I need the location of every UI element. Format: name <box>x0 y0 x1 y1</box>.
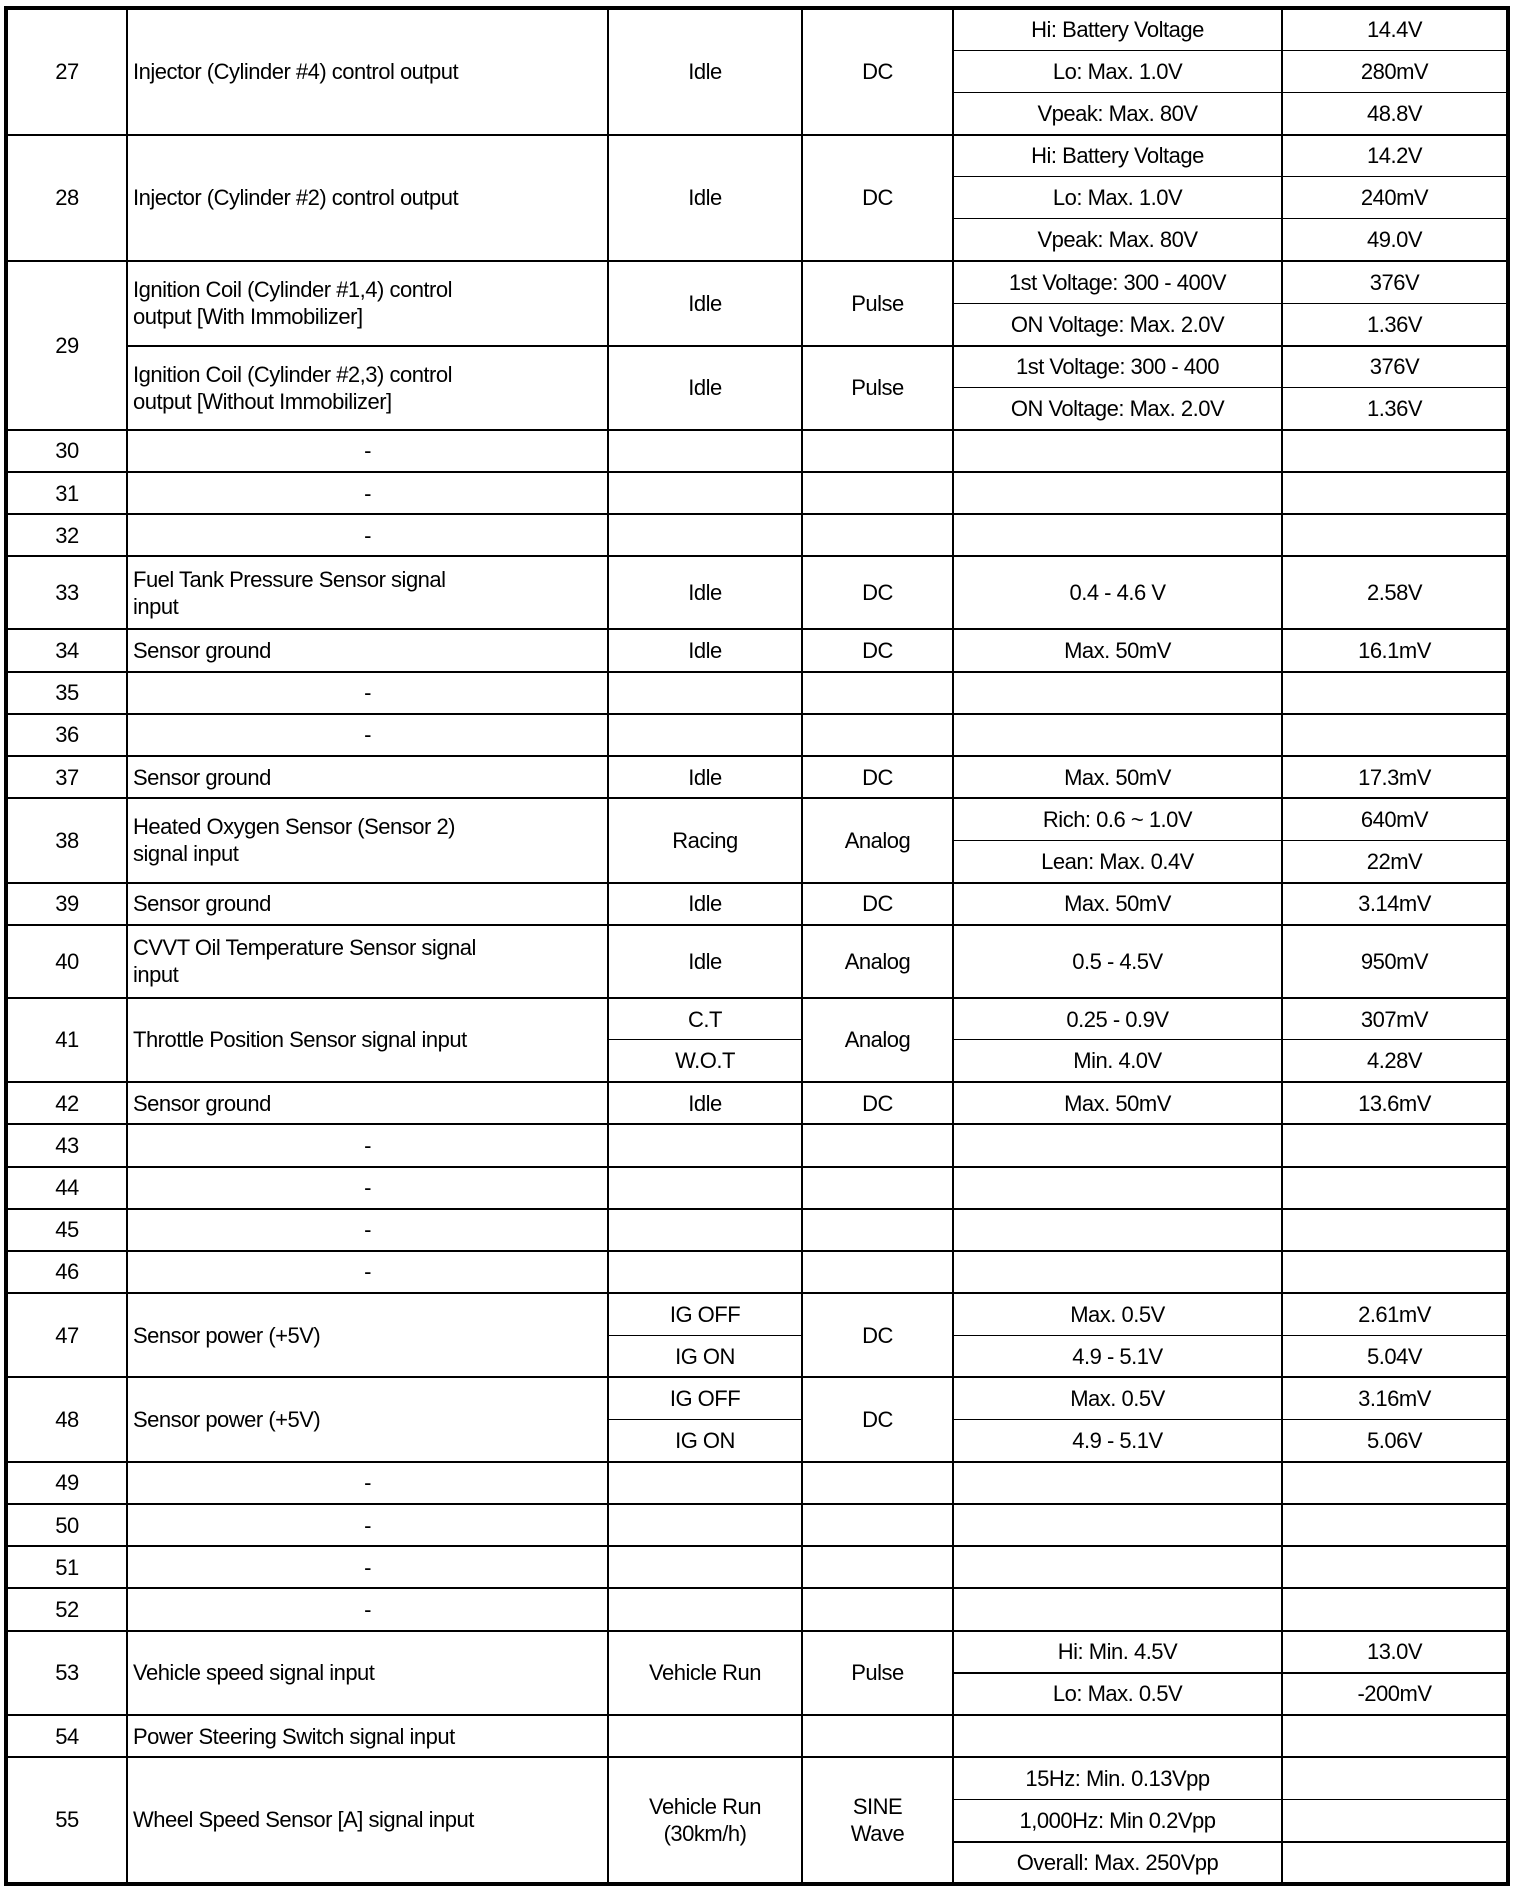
pin-cell: 44 <box>6 1167 127 1209</box>
condition-cell: Idle <box>608 756 802 798</box>
description-cell <box>127 261 608 345</box>
description-cell: - <box>127 430 608 472</box>
value-cell <box>1282 714 1508 756</box>
value-cell <box>1282 1715 1508 1757</box>
condition-cell: Idle <box>608 135 802 262</box>
table-row <box>6 883 1508 925</box>
description-cell: Sensor ground <box>127 756 608 798</box>
condition-line: Vehicle Run <box>649 1793 761 1819</box>
condition-cell: IG OFF <box>608 1377 802 1419</box>
value-cell <box>1282 430 1508 472</box>
condition-cell: Idle <box>608 629 802 671</box>
table-row <box>6 556 1508 629</box>
pin-cell: 41 <box>6 998 127 1082</box>
spec-cell <box>953 514 1282 556</box>
description-cell <box>127 798 608 882</box>
value-cell: 376V <box>1282 346 1508 388</box>
pin-cell: 30 <box>6 430 127 472</box>
type-cell <box>802 1251 953 1293</box>
pin-cell: 33 <box>6 556 127 629</box>
condition-cell: Idle <box>608 261 802 345</box>
table-row <box>6 672 1508 714</box>
table-row <box>6 514 1508 556</box>
spec-cell <box>953 1462 1282 1504</box>
spec-cell <box>953 1504 1282 1546</box>
description-cell: Injector (Cylinder #2) control output <box>127 135 608 262</box>
value-cell: 49.0V <box>1282 219 1508 261</box>
type-cell <box>802 1462 953 1504</box>
table-row <box>6 1715 1508 1757</box>
pin-cell: 28 <box>6 135 127 262</box>
description-line: Ignition Coil (Cylinder #1,4) control <box>133 277 452 303</box>
spec-cell: ON Voltage: Max. 2.0V <box>953 388 1282 430</box>
description-cell: Sensor ground <box>127 629 608 671</box>
description-cell: - <box>127 1546 608 1588</box>
condition-cell: W.O.T <box>608 1040 802 1082</box>
spec-cell <box>953 672 1282 714</box>
spec-cell: Lo: Max. 1.0V <box>953 177 1282 219</box>
spec-cell <box>953 714 1282 756</box>
spec-cell: 0.5 - 4.5V <box>953 925 1282 998</box>
description-cell: - <box>127 472 608 514</box>
condition-cell: Idle <box>608 8 802 135</box>
value-cell: 2.61mV <box>1282 1293 1508 1335</box>
type-cell <box>802 472 953 514</box>
pin-cell: 50 <box>6 1504 127 1546</box>
description-cell <box>127 346 608 430</box>
description-line: signal input <box>133 841 239 867</box>
table-row <box>6 1124 1508 1166</box>
pin-cell: 46 <box>6 1251 127 1293</box>
type-cell: DC <box>802 1082 953 1124</box>
spec-cell: Hi: Battery Voltage <box>953 135 1282 177</box>
condition-cell <box>608 1167 802 1209</box>
value-cell: 14.4V <box>1282 8 1508 50</box>
spec-cell: Hi: Min. 4.5V <box>953 1631 1282 1673</box>
table-row <box>6 1293 1508 1335</box>
condition-cell: IG OFF <box>608 1293 802 1335</box>
description-cell: - <box>127 1588 608 1630</box>
description-cell: - <box>127 1251 608 1293</box>
value-cell: 240mV <box>1282 177 1508 219</box>
table-row <box>6 8 1508 50</box>
spec-cell <box>953 1209 1282 1251</box>
value-cell <box>1282 1842 1508 1884</box>
value-cell: 640mV <box>1282 798 1508 840</box>
spec-cell: ON Voltage: Max. 2.0V <box>953 303 1282 345</box>
type-cell <box>802 672 953 714</box>
spec-cell: Max. 0.5V <box>953 1377 1282 1419</box>
type-cell: DC <box>802 1377 953 1461</box>
description-cell: Sensor power (+5V) <box>127 1377 608 1461</box>
type-cell: DC <box>802 756 953 798</box>
condition-cell: Idle <box>608 1082 802 1124</box>
condition-cell <box>608 1715 802 1757</box>
pin-cell: 42 <box>6 1082 127 1124</box>
condition-cell: Racing <box>608 798 802 882</box>
table-row <box>6 1251 1508 1293</box>
value-cell <box>1282 1167 1508 1209</box>
table-row <box>6 1167 1508 1209</box>
description-cell: - <box>127 672 608 714</box>
description-cell <box>127 556 608 629</box>
condition-cell <box>608 1757 802 1884</box>
table-row <box>6 1209 1508 1251</box>
pin-cell: 52 <box>6 1588 127 1630</box>
table-row <box>6 1546 1508 1588</box>
table-row <box>6 1631 1508 1673</box>
spec-cell <box>953 1124 1282 1166</box>
spec-cell: 1st Voltage: 300 - 400V <box>953 261 1282 303</box>
condition-cell: Vehicle Run <box>608 1631 802 1715</box>
description-line: Fuel Tank Pressure Sensor signal <box>133 566 446 592</box>
spec-cell: Max. 50mV <box>953 756 1282 798</box>
condition-cell <box>608 514 802 556</box>
value-cell: 48.8V <box>1282 92 1508 134</box>
spec-cell <box>953 1715 1282 1757</box>
spec-cell: Lean: Max. 0.4V <box>953 840 1282 882</box>
pin-cell: 36 <box>6 714 127 756</box>
type-cell: DC <box>802 629 953 671</box>
value-cell: 13.0V <box>1282 1631 1508 1673</box>
type-cell: DC <box>802 556 953 629</box>
spec-cell: Max. 50mV <box>953 1082 1282 1124</box>
condition-cell <box>608 1504 802 1546</box>
description-cell: - <box>127 514 608 556</box>
type-cell <box>802 1546 953 1588</box>
description-cell: Power Steering Switch signal input <box>127 1715 608 1757</box>
type-cell: DC <box>802 8 953 135</box>
type-line: SINE <box>852 1793 903 1819</box>
spec-cell: Hi: Battery Voltage <box>953 8 1282 50</box>
spec-cell <box>953 430 1282 472</box>
value-cell: 13.6mV <box>1282 1082 1508 1124</box>
spec-cell: 1,000Hz: Min 0.2Vpp <box>953 1799 1282 1841</box>
value-cell <box>1282 472 1508 514</box>
spec-cell: Vpeak: Max. 80V <box>953 92 1282 134</box>
condition-cell: Idle <box>608 883 802 925</box>
pin-cell: 35 <box>6 672 127 714</box>
spec-cell <box>953 1546 1282 1588</box>
spec-cell: Vpeak: Max. 80V <box>953 219 1282 261</box>
description-cell: - <box>127 1167 608 1209</box>
type-cell: Analog <box>802 925 953 998</box>
type-cell: Pulse <box>802 1631 953 1715</box>
spec-cell: Overall: Max. 250Vpp <box>953 1842 1282 1884</box>
type-cell: DC <box>802 135 953 262</box>
pin-cell: 27 <box>6 8 127 135</box>
condition-cell <box>608 472 802 514</box>
condition-cell: IG ON <box>608 1420 802 1462</box>
pin-cell: 39 <box>6 883 127 925</box>
table-row <box>6 135 1508 177</box>
type-cell: Pulse <box>802 261 953 345</box>
value-cell: 1.36V <box>1282 388 1508 430</box>
description-cell <box>127 925 608 998</box>
table-row <box>6 1377 1508 1419</box>
type-cell <box>802 1209 953 1251</box>
spec-cell: Lo: Max. 1.0V <box>953 50 1282 92</box>
spec-cell: Max. 50mV <box>953 883 1282 925</box>
table-row <box>6 714 1508 756</box>
description-cell: Sensor ground <box>127 1082 608 1124</box>
type-cell: DC <box>802 883 953 925</box>
pin-cell: 45 <box>6 1209 127 1251</box>
table-row <box>6 430 1508 472</box>
pin-cell: 53 <box>6 1631 127 1715</box>
spec-cell: Lo: Max. 0.5V <box>953 1673 1282 1715</box>
spec-cell: 0.25 - 0.9V <box>953 998 1282 1040</box>
type-cell <box>802 1124 953 1166</box>
value-cell <box>1282 1757 1508 1799</box>
condition-cell <box>608 1462 802 1504</box>
spec-cell: Min. 4.0V <box>953 1040 1282 1082</box>
condition-cell <box>608 1546 802 1588</box>
value-cell: 16.1mV <box>1282 629 1508 671</box>
ecm-terminal-table <box>4 6 1510 1886</box>
pin-cell: 48 <box>6 1377 127 1461</box>
condition-cell <box>608 1588 802 1630</box>
value-cell: 5.04V <box>1282 1335 1508 1377</box>
condition-cell <box>608 672 802 714</box>
type-line: Wave <box>850 1820 905 1846</box>
description-cell: Sensor power (+5V) <box>127 1293 608 1377</box>
value-cell: 22mV <box>1282 840 1508 882</box>
description-cell: Vehicle speed signal input <box>127 1631 608 1715</box>
spec-cell: 4.9 - 5.1V <box>953 1420 1282 1462</box>
spec-cell: Max. 50mV <box>953 629 1282 671</box>
description-cell: Throttle Position Sensor signal input <box>127 998 608 1082</box>
spec-cell: 15Hz: Min. 0.13Vpp <box>953 1757 1282 1799</box>
value-cell <box>1282 1124 1508 1166</box>
spec-cell: Max. 0.5V <box>953 1293 1282 1335</box>
value-cell <box>1282 672 1508 714</box>
pin-cell: 37 <box>6 756 127 798</box>
type-cell <box>802 714 953 756</box>
table-subrow <box>6 346 1508 388</box>
description-line: Ignition Coil (Cylinder #2,3) control <box>133 361 452 387</box>
condition-cell: IG ON <box>608 1335 802 1377</box>
table-row <box>6 1462 1508 1504</box>
description-cell: - <box>127 1462 608 1504</box>
pin-cell: 31 <box>6 472 127 514</box>
table-row <box>6 472 1508 514</box>
spec-cell <box>953 1167 1282 1209</box>
value-cell: 950mV <box>1282 925 1508 998</box>
table-row <box>6 629 1508 671</box>
value-cell: 3.14mV <box>1282 883 1508 925</box>
pin-cell: 54 <box>6 1715 127 1757</box>
spec-cell: 0.4 - 4.6 V <box>953 556 1282 629</box>
table-row <box>6 1757 1508 1799</box>
value-cell <box>1282 1209 1508 1251</box>
pin-cell: 38 <box>6 798 127 882</box>
type-cell: Pulse <box>802 346 953 430</box>
type-cell <box>802 1167 953 1209</box>
condition-cell <box>608 1124 802 1166</box>
value-cell <box>1282 1462 1508 1504</box>
type-cell <box>802 1588 953 1630</box>
value-cell: 3.16mV <box>1282 1377 1508 1419</box>
description-line: Heated Oxygen Sensor (Sensor 2) <box>133 814 456 840</box>
description-line: input <box>133 962 179 988</box>
condition-cell <box>608 430 802 472</box>
value-cell: 280mV <box>1282 50 1508 92</box>
value-cell: 17.3mV <box>1282 756 1508 798</box>
description-cell: - <box>127 714 608 756</box>
description-cell: - <box>127 1504 608 1546</box>
table-row <box>6 998 1508 1040</box>
description-line: input <box>133 593 179 619</box>
table-row <box>6 798 1508 840</box>
value-cell: 2.58V <box>1282 556 1508 629</box>
value-cell: 307mV <box>1282 998 1508 1040</box>
table-row <box>6 756 1508 798</box>
value-cell <box>1282 1546 1508 1588</box>
pin-cell: 34 <box>6 629 127 671</box>
condition-cell: Idle <box>608 556 802 629</box>
value-cell <box>1282 1251 1508 1293</box>
value-cell <box>1282 1799 1508 1841</box>
value-cell: 4.28V <box>1282 1040 1508 1082</box>
pin-cell: 32 <box>6 514 127 556</box>
description-cell: Injector (Cylinder #4) control output <box>127 8 608 135</box>
table-row <box>6 1082 1508 1124</box>
description-line: CVVT Oil Temperature Sensor signal <box>133 935 476 961</box>
description-cell: - <box>127 1124 608 1166</box>
condition-cell: Idle <box>608 925 802 998</box>
pin-cell: 55 <box>6 1757 127 1884</box>
value-cell <box>1282 1504 1508 1546</box>
spec-cell: 1st Voltage: 300 - 400 <box>953 346 1282 388</box>
condition-cell <box>608 714 802 756</box>
table-row <box>6 1504 1508 1546</box>
pin-cell: 49 <box>6 1462 127 1504</box>
value-cell: 1.36V <box>1282 303 1508 345</box>
pin-cell: 29 <box>6 261 127 430</box>
condition-cell <box>608 1251 802 1293</box>
condition-cell <box>608 1209 802 1251</box>
pin-cell: 51 <box>6 1546 127 1588</box>
type-cell <box>802 1757 953 1884</box>
value-cell: -200mV <box>1282 1673 1508 1715</box>
table-row <box>6 1588 1508 1630</box>
type-cell <box>802 430 953 472</box>
value-cell: 376V <box>1282 261 1508 303</box>
table-row <box>6 261 1508 303</box>
description-cell: - <box>127 1209 608 1251</box>
spec-cell <box>953 472 1282 514</box>
spec-cell: Rich: 0.6 ~ 1.0V <box>953 798 1282 840</box>
type-cell <box>802 1715 953 1757</box>
value-cell <box>1282 514 1508 556</box>
value-cell: 14.2V <box>1282 135 1508 177</box>
type-cell: Analog <box>802 998 953 1082</box>
pin-cell: 43 <box>6 1124 127 1166</box>
condition-cell: Idle <box>608 346 802 430</box>
description-line: output [Without Immobilizer] <box>133 388 392 414</box>
condition-line: (30km/h) <box>663 1820 747 1846</box>
type-cell: DC <box>802 1293 953 1377</box>
value-cell <box>1282 1588 1508 1630</box>
spec-cell <box>953 1251 1282 1293</box>
pin-cell: 47 <box>6 1293 127 1377</box>
type-cell: Analog <box>802 798 953 882</box>
description-cell: Sensor ground <box>127 883 608 925</box>
condition-cell: C.T <box>608 998 802 1040</box>
spec-cell <box>953 1588 1282 1630</box>
description-cell: Wheel Speed Sensor [A] signal input <box>127 1757 608 1884</box>
spec-cell: 4.9 - 5.1V <box>953 1335 1282 1377</box>
pin-cell: 40 <box>6 925 127 998</box>
value-cell: 5.06V <box>1282 1420 1508 1462</box>
table-row <box>6 925 1508 998</box>
type-cell <box>802 1504 953 1546</box>
description-line: output [With Immobilizer] <box>133 304 363 330</box>
type-cell <box>802 514 953 556</box>
